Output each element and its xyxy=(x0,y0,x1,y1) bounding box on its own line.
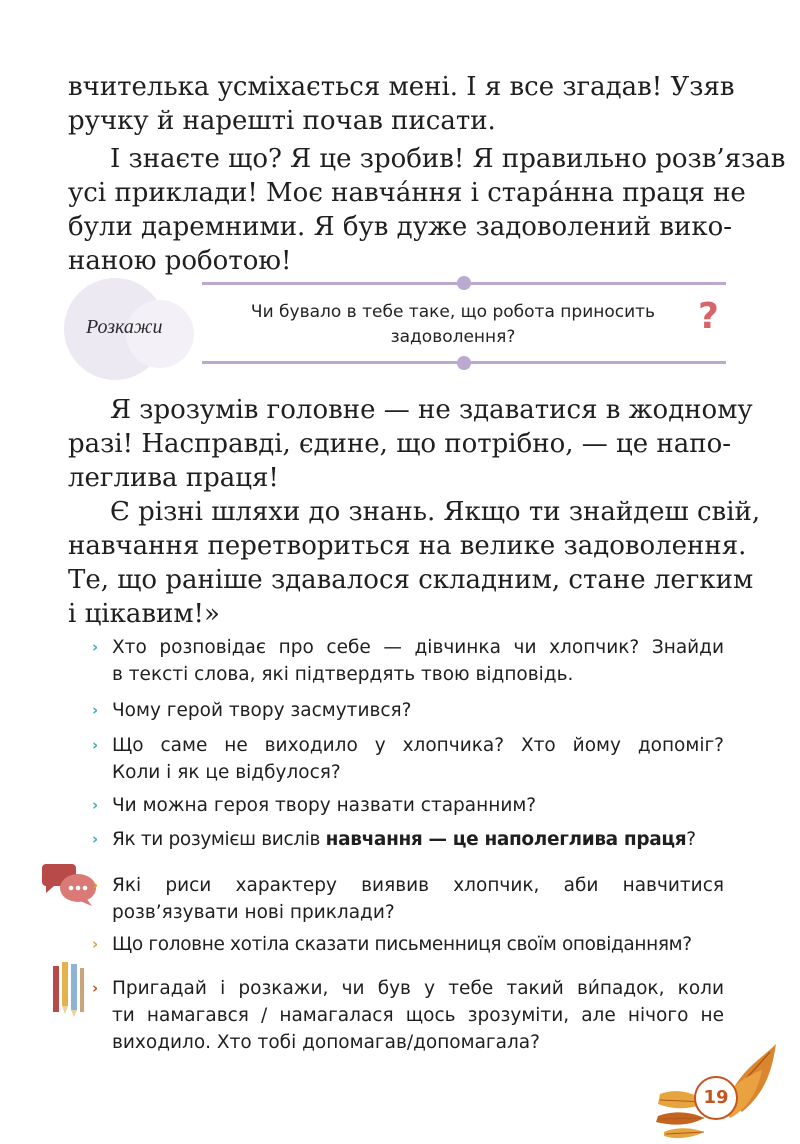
text-line: ти намагався / намагалася щось зрозуміти, але нічого не xyxy=(112,1005,724,1026)
page-number: 19 xyxy=(694,1076,738,1120)
text-line: Що головне хотіла сказати письменниця своїм оповіданням? xyxy=(112,934,692,955)
bullet-icon: › xyxy=(92,638,99,656)
bullet-icon: › xyxy=(92,701,99,719)
text-line: Хто розповідає про себе — дівчинка чи хлопчик? Знайди xyxy=(112,637,724,658)
pencils-icon xyxy=(50,962,86,1018)
question-5-end: ? xyxy=(686,829,696,850)
question-5-text: Як ти розумієш вислів xyxy=(112,829,326,850)
text-line: Те, що раніше здавалося складним, стане легким xyxy=(68,565,754,595)
question-1 xyxy=(92,634,724,688)
text-line: Є різні шляхи до знань. Якщо ти знайдеш свій, xyxy=(110,497,761,527)
question-5 xyxy=(92,826,724,853)
bullet-icon: › xyxy=(92,736,99,754)
text-line: навчання перетвориться на велике задоволення. xyxy=(68,531,747,561)
text-line: Які риси характеру виявив хлопчик, аби навчитися xyxy=(112,875,724,896)
question-mark-icon: ? xyxy=(698,296,719,337)
prompt-label: Розкажи xyxy=(86,316,163,338)
prompt-question-text: Чи бувало в тебе таке, що робота приносить задоволення? xyxy=(250,302,656,347)
text-line: розв’язувати нові приклади? xyxy=(112,902,395,923)
question-3 xyxy=(92,732,724,786)
text-line: наною роботою! xyxy=(68,246,292,276)
text-line: ручку й нарешті почав писати. xyxy=(68,106,496,136)
story-paragraph-1 xyxy=(68,70,735,138)
bullet-icon: › xyxy=(92,935,98,953)
text-line: усі приклади! Моє навча́ння і стара́нна праця не xyxy=(68,178,746,208)
text-line: в тексті слова, які підтвердять твою відповідь. xyxy=(112,664,574,685)
story-paragraph-2 xyxy=(68,142,786,278)
question-7 xyxy=(92,931,724,958)
story-paragraph-4 xyxy=(68,495,761,631)
bullet-icon: › xyxy=(92,830,98,848)
text-line: Пригадай і розкажи, чи був у тебе такий ви́падок, коли xyxy=(112,978,724,999)
text-line: вчителька усміхається мені. І я все згадав! Узяв xyxy=(68,72,735,102)
prompt-top-dot xyxy=(457,276,471,290)
story-paragraph-3 xyxy=(68,393,753,495)
text-line: Чому герой твору засмутився? xyxy=(112,700,412,721)
discussion-bubbles-icon xyxy=(40,860,98,908)
text-line: І знаєте що? Я це зробив! Я правильно розв’язав xyxy=(110,144,786,174)
question-5-bold-phrase: навчання — це наполеглива праця xyxy=(325,829,687,850)
question-6 xyxy=(92,872,724,926)
text-line: разі! Насправді, єдине, що потрібно, — це напо- xyxy=(68,429,732,459)
text-line: і цікавим!» xyxy=(68,599,220,629)
bullet-icon: › xyxy=(92,979,99,997)
question-8 xyxy=(92,975,724,1056)
text-line: виходило. Хто тобі допомагав/допомагала? xyxy=(112,1032,540,1053)
text-line: були даремними. Я був дуже задоволений вико- xyxy=(68,212,733,242)
bullet-icon: › xyxy=(92,876,99,894)
bullet-icon: › xyxy=(92,796,99,814)
question-4 xyxy=(92,792,724,819)
text-line: Я зрозумів головне — не здаватися в жодному xyxy=(110,395,753,425)
text-line: леглива праця! xyxy=(68,463,279,493)
question-2 xyxy=(92,697,724,724)
text-line: Коли і як це відбулося? xyxy=(112,762,341,783)
text-line: Чи можна героя твору назвати старанним? xyxy=(112,795,537,816)
text-line: Що саме не виходило у хлопчика? Хто йому допоміг? xyxy=(112,735,724,756)
prompt-bottom-dot xyxy=(457,356,471,370)
text-line xyxy=(112,826,724,853)
